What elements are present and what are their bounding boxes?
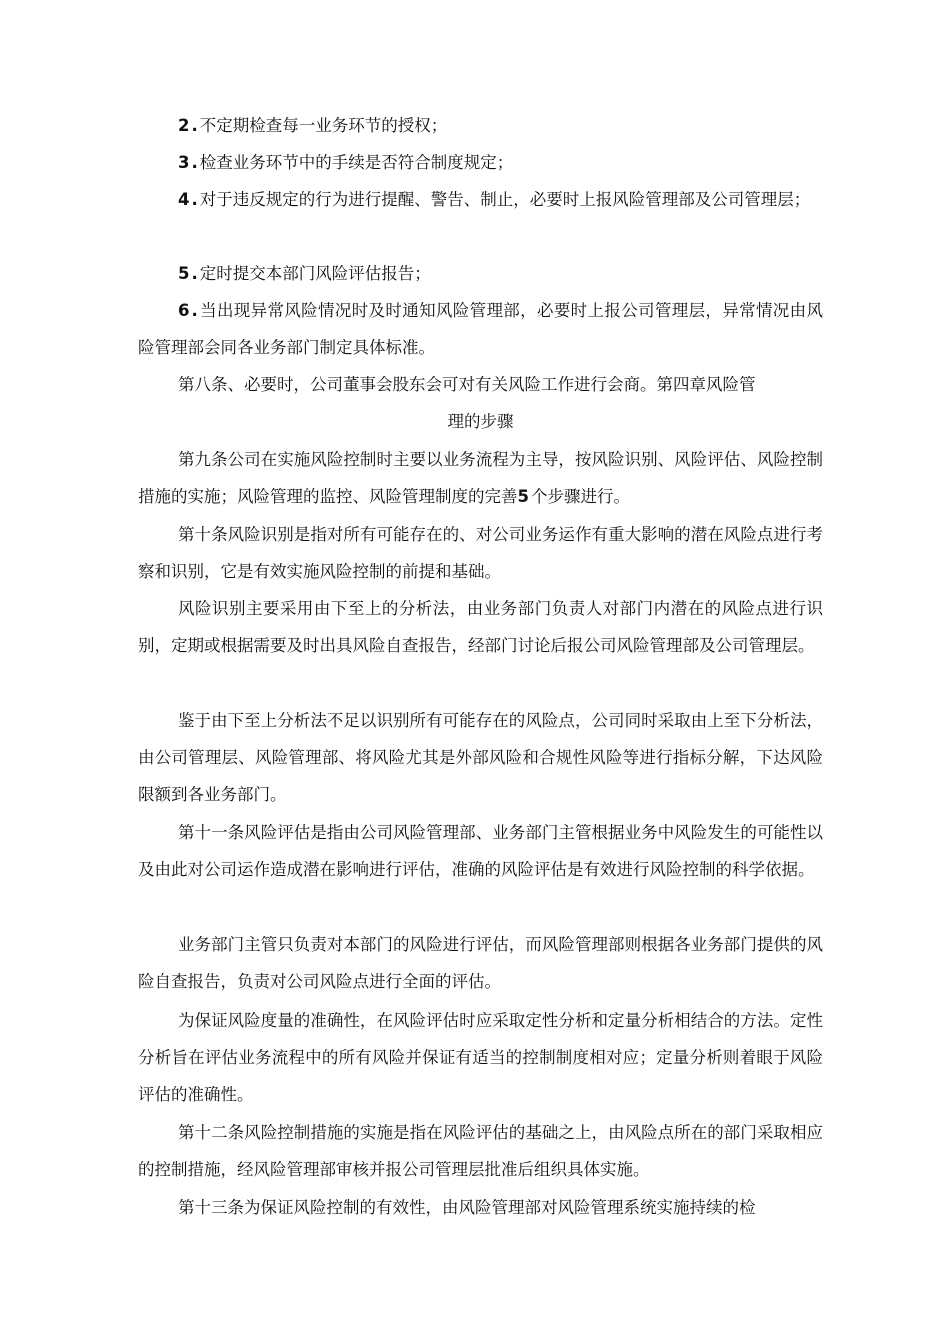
- paragraph: 业务部门主管只负责对本部门的风险进行评估，而风险管理部则根据各业务部门提供的风险自查报告，负责对公司风险点进行全面的评估。: [138, 935, 823, 991]
- paragraph: 第十二条风险控制措施的实施是指在风险评估的基础之上，由风险点所在的部门采取相应的控制措施，经风险管理部审核并报公司管理层批准后组织具体实施。: [138, 1123, 823, 1179]
- step-count: 5: [517, 487, 531, 506]
- paragraph: 风险识别主要采用由下至上的分析法，由业务部门负责人对部门内潜在的风险点进行识别，定期或根据需要及时出具风险自查报告，经部门讨论后报公司风险管理部及公司管理层。: [138, 599, 823, 655]
- item-text: 检查业务环节中的手续是否符合制度规定；: [199, 153, 514, 172]
- item-number: 4.: [178, 190, 200, 209]
- paragraph: 鉴于由下至上分析法不足以识别所有可能存在的风险点，公司同时采取由上至下分析法，由公司管理层、风险管理部、将风险尤其是外部风险和合规性风险等进行指标分解，下达风险限额到各业务部门。: [138, 711, 823, 804]
- list-item: [138, 255, 823, 292]
- item-text: 当出现异常风险情况时及时通知风险管理部，必要时上报公司管理层，异常情况由风险管理部会同各业务部门制定具体标准。: [138, 301, 823, 357]
- paragraph-text: 第九条公司在实施风险控制时主要以业务流程为主导，按风险识别、风险评估、风险控制措施的实施；风险管理的监控、风险管理制度的完善: [138, 450, 823, 506]
- list-item: [138, 292, 823, 366]
- list-item: [138, 181, 823, 218]
- article-8-line: 第八条、必要时，公司董事会股东会可对有关风险工作进行会商。第四章风险管: [178, 375, 756, 394]
- article-9-paragraph: [138, 441, 823, 515]
- chapter-heading-continuation: 理的步骤: [447, 412, 514, 431]
- item-text: 定时提交本部门风险评估报告；: [199, 264, 431, 283]
- item-number: 6.: [178, 301, 200, 320]
- item-text: 对于违反规定的行为进行提醒、警告、制止，必要时上报风险管理部及公司管理层；: [199, 190, 811, 209]
- item-number: 2.: [178, 116, 200, 135]
- paragraph: 为保证风险度量的准确性，在风险评估时应采取定性分析和定量分析相结合的方法。定性分析旨在评估业务流程中的所有风险并保证有适当的控制制度相对应；定量分析则着眼于风险评估的准确性。: [138, 1011, 823, 1104]
- paragraph: 第十条风险识别是指对所有可能存在的、对公司业务运作有重大影响的潜在风险点进行考察和识别，它是有效实施风险控制的前提和基础。: [138, 525, 823, 581]
- paragraph: 第十一条风险评估是指由公司风险管理部、业务部门主管根据业务中风险发生的可能性以及由此对公司运作造成潜在影响进行评估，准确的风险评估是有效进行风险控制的科学依据。: [138, 823, 823, 879]
- paragraph-text-tail: 个步骤进行。: [530, 487, 630, 506]
- item-number: 5.: [178, 264, 200, 283]
- list-item: [138, 144, 823, 181]
- list-item: [138, 107, 823, 144]
- paragraph: 第十三条为保证风险控制的有效性，由风险管理部对风险管理系统实施持续的检: [178, 1198, 756, 1217]
- item-number: 3.: [178, 153, 200, 172]
- item-text: 不定期检查每一业务环节的授权；: [199, 116, 448, 135]
